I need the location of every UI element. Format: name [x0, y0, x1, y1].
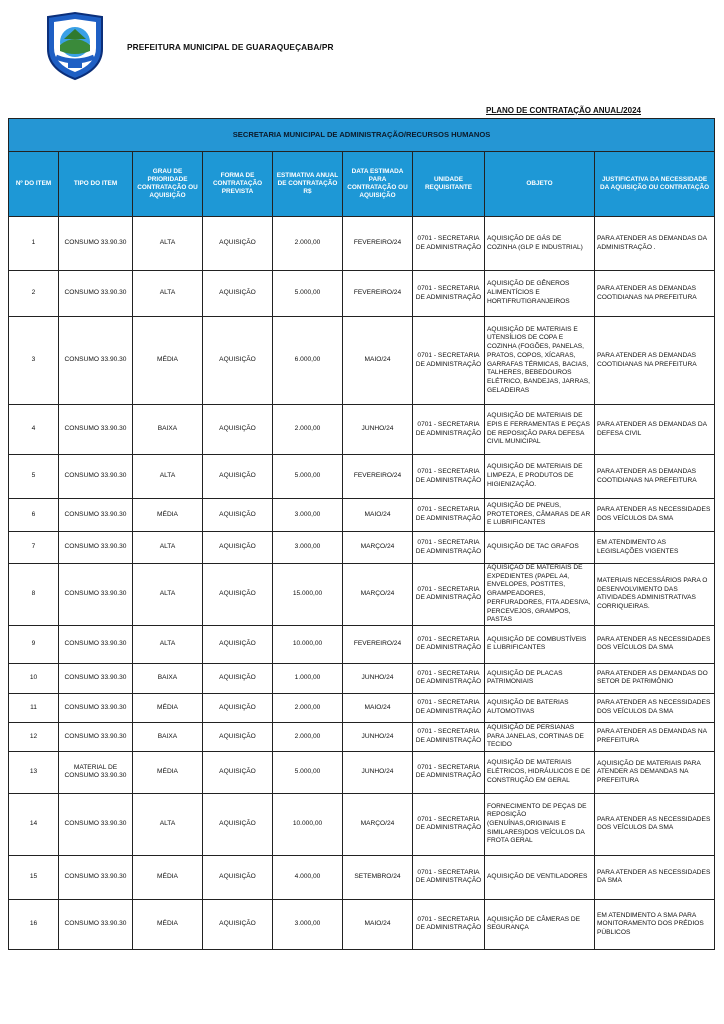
- object-description: FORNECIMENTO DE PEÇAS DE REPOSIÇÃO (GENUÍNAS,ORIGINAIS E SIMILARES)DOS VEÍCULOS DA FROTA GERAL: [485, 793, 595, 855]
- requesting-unit: 0701 - SECRETARIA DE ADMINISTRAÇÃO: [413, 564, 485, 626]
- priority: MÉDIA: [133, 693, 203, 722]
- object-description: AQUISIÇÃO DE PNEUS, PROTETORES, CÂMARAS DE AR E LUBRIFICANTES: [485, 499, 595, 532]
- object-description: AQUISIÇÃO DE MATERIAIS ELÉTRICOS, HIDRÁULICOS E DE CONSTRUÇÃO EM GERAL: [485, 751, 595, 793]
- requesting-unit: 0701 - SECRETARIA DE ADMINISTRAÇÃO: [413, 751, 485, 793]
- estimated-date: FEVEREIRO/24: [343, 455, 413, 499]
- contract-form: AQUISIÇÃO: [203, 217, 273, 271]
- requesting-unit: 0701 - SECRETARIA DE ADMINISTRAÇÃO: [413, 663, 485, 693]
- table-row: [9, 564, 715, 626]
- item-type: CONSUMO 33.90.30: [59, 855, 133, 899]
- contract-form: AQUISIÇÃO: [203, 751, 273, 793]
- justification: PARA ATENDER AS DEMANDAS DA ADMINISTRAÇÃO .: [595, 217, 715, 271]
- requesting-unit: 0701 - SECRETARIA DE ADMINISTRAÇÃO: [413, 793, 485, 855]
- annual-estimate: 1.000,00: [273, 663, 343, 693]
- priority: MÉDIA: [133, 855, 203, 899]
- requesting-unit: 0701 - SECRETARIA DE ADMINISTRAÇÃO: [413, 722, 485, 751]
- contract-form: AQUISIÇÃO: [203, 899, 273, 949]
- justification: PARA ATENDER AS DEMANDAS COOTIDIANAS NA PREFEITURA: [595, 317, 715, 405]
- estimated-date: JUNHO/24: [343, 405, 413, 455]
- estimated-date: JUNHO/24: [343, 751, 413, 793]
- estimated-date: JUNHO/24: [343, 663, 413, 693]
- item-type: MATERIAL DE CONSUMO 33.90.30: [59, 751, 133, 793]
- municipal-crest-logo: [44, 11, 106, 81]
- contract-form: AQUISIÇÃO: [203, 564, 273, 626]
- plan-title: PLANO DE CONTRATAÇÃO ANUAL/2024: [486, 106, 641, 115]
- annual-estimate: 10.000,00: [273, 793, 343, 855]
- requesting-unit: 0701 - SECRETARIA DE ADMINISTRAÇÃO: [413, 217, 485, 271]
- priority: MÉDIA: [133, 499, 203, 532]
- annual-estimate: 3.000,00: [273, 499, 343, 532]
- item-number: 11: [9, 693, 59, 722]
- requesting-unit: 0701 - SECRETARIA DE ADMINISTRAÇÃO: [413, 625, 485, 663]
- justification: EM ATENDIMENTO A SMA PARA MONITORAMENTO DOS PRÉDIOS PÚBLICOS: [595, 899, 715, 949]
- contract-form: AQUISIÇÃO: [203, 455, 273, 499]
- item-number: 10: [9, 663, 59, 693]
- justification: PARA ATENDER AS NECESSIDADES DOS VEÍCULOS DA SMA: [595, 499, 715, 532]
- annual-estimate: 2.000,00: [273, 217, 343, 271]
- justification: PARA ATENDER AS DEMANDAS COOTIDIANAS NA PREFEITURA: [595, 271, 715, 317]
- requesting-unit: 0701 - SECRETARIA DE ADMINISTRAÇÃO: [413, 405, 485, 455]
- justification: AQUISIÇÃO DE MATERIAIS PARA ATENDER AS DEMANDAS NA PREFEITURA: [595, 751, 715, 793]
- object-description: AQUISIÇÃO DE COMBUSTÍVEIS E LUBRIFICANTES: [485, 625, 595, 663]
- object-description: AQUISIÇÃO DE BATERIAS AUTOMOTIVAS: [485, 693, 595, 722]
- priority: MÉDIA: [133, 751, 203, 793]
- contract-form: AQUISIÇÃO: [203, 663, 273, 693]
- table-row: [9, 455, 715, 499]
- item-type: CONSUMO 33.90.30: [59, 532, 133, 564]
- item-number: 8: [9, 564, 59, 626]
- col-requesting-unit: UNIDADE REQUISITANTE: [413, 152, 485, 217]
- contract-form: AQUISIÇÃO: [203, 793, 273, 855]
- object-description: AQUISIÇÃO DE MATERIAIS DE EPIS E FERRAMENTAS E PEÇAS DE REPOSIÇÃO PARA DEFESA CIVIL MUNICIPAL: [485, 405, 595, 455]
- col-object: OBJETO: [485, 152, 595, 217]
- estimated-date: MAIO/24: [343, 499, 413, 532]
- item-type: CONSUMO 33.90.30: [59, 663, 133, 693]
- object-description: AQUISIÇÃO DE GÊNEROS ALIMENTÍCIOS E HORTIFRUTIGRANJEIROS: [485, 271, 595, 317]
- requesting-unit: 0701 - SECRETARIA DE ADMINISTRAÇÃO: [413, 693, 485, 722]
- table-row: [9, 855, 715, 899]
- item-number: 5: [9, 455, 59, 499]
- estimated-date: FEVEREIRO/24: [343, 625, 413, 663]
- municipality-name: PREFEITURA MUNICIPAL DE GUARAQUEÇABA/PR: [127, 42, 334, 52]
- justification: EM ATENDIMENTO AS LEGISLAÇÕES VIGENTES: [595, 532, 715, 564]
- priority: ALTA: [133, 217, 203, 271]
- requesting-unit: 0701 - SECRETARIA DE ADMINISTRAÇÃO: [413, 855, 485, 899]
- table-row: [9, 625, 715, 663]
- requesting-unit: 0701 - SECRETARIA DE ADMINISTRAÇÃO: [413, 499, 485, 532]
- annual-estimate: 6.000,00: [273, 317, 343, 405]
- table-row: [9, 663, 715, 693]
- justification: PARA ATENDER AS NECESSIDADES DOS VEÍCULOS DA SMA: [595, 793, 715, 855]
- estimated-date: MARÇO/24: [343, 793, 413, 855]
- priority: ALTA: [133, 625, 203, 663]
- estimated-date: MAIO/24: [343, 899, 413, 949]
- contract-form: AQUISIÇÃO: [203, 693, 273, 722]
- item-number: 12: [9, 722, 59, 751]
- col-contract-form: FORMA DE CONTRATAÇÃO PREVISTA: [203, 152, 273, 217]
- priority: ALTA: [133, 455, 203, 499]
- estimated-date: MARÇO/24: [343, 564, 413, 626]
- requesting-unit: 0701 - SECRETARIA DE ADMINISTRAÇÃO: [413, 317, 485, 405]
- item-type: CONSUMO 33.90.30: [59, 625, 133, 663]
- item-number: 13: [9, 751, 59, 793]
- justification: PARA ATENDER AS DEMANDAS NA PREFEITURA: [595, 722, 715, 751]
- item-type: CONSUMO 33.90.30: [59, 317, 133, 405]
- object-description: AQUISIÇÃO DE GÁS DE COZINHA (GLP E INDUSTRIAL): [485, 217, 595, 271]
- requesting-unit: 0701 - SECRETARIA DE ADMINISTRAÇÃO: [413, 455, 485, 499]
- contracting-plan-table: [8, 118, 715, 950]
- justification: PARA ATENDER AS DEMANDAS DA DEFESA CIVIL: [595, 405, 715, 455]
- priority: ALTA: [133, 793, 203, 855]
- justification: MATERIAIS NECESSÁRIOS PARA O DESENVOLVIMENTO DAS ATIVIDADES ADMINISTRATIVAS CORRIQUEIRAS.: [595, 564, 715, 626]
- item-number: 1: [9, 217, 59, 271]
- annual-estimate: 3.000,00: [273, 899, 343, 949]
- priority: BAIXA: [133, 663, 203, 693]
- requesting-unit: 0701 - SECRETARIA DE ADMINISTRAÇÃO: [413, 532, 485, 564]
- item-type: CONSUMO 33.90.30: [59, 564, 133, 626]
- priority: MÉDIA: [133, 317, 203, 405]
- contract-form: AQUISIÇÃO: [203, 271, 273, 317]
- col-priority: GRAU DE PRIORIDADE CONTRATAÇÃO OU AQUISIÇÃO: [133, 152, 203, 217]
- justification: PARA ATENDER AS NECESSIDADES DOS VEÍCULOS DA SMA: [595, 625, 715, 663]
- requesting-unit: 0701 - SECRETARIA DE ADMINISTRAÇÃO: [413, 271, 485, 317]
- requesting-unit: 0701 - SECRETARIA DE ADMINISTRAÇÃO: [413, 899, 485, 949]
- contract-form: AQUISIÇÃO: [203, 855, 273, 899]
- object-description: AQUISIÇÃO DE VENTILADORES: [485, 855, 595, 899]
- table-row: [9, 271, 715, 317]
- annual-estimate: 10.000,00: [273, 625, 343, 663]
- annual-estimate: 5.000,00: [273, 271, 343, 317]
- annual-estimate: 2.000,00: [273, 405, 343, 455]
- col-justification: JUSTIFICATIVA DA NECESSIDADE DA AQUISIÇÃO OU CONTRATAÇÃO: [595, 152, 715, 217]
- item-type: CONSUMO 33.90.30: [59, 217, 133, 271]
- estimated-date: MARÇO/24: [343, 532, 413, 564]
- col-annual-estimate: ESTIMATIVA ANUAL DE CONTRATAÇÃO R$: [273, 152, 343, 217]
- contract-form: AQUISIÇÃO: [203, 625, 273, 663]
- annual-estimate: 4.000,00: [273, 855, 343, 899]
- table-row: [9, 793, 715, 855]
- item-type: CONSUMO 33.90.30: [59, 693, 133, 722]
- justification: PARA ATENDER AS NECESSIDADES DA SMA: [595, 855, 715, 899]
- object-description: AQUISIÇÃO DE TAC GRAFOS: [485, 532, 595, 564]
- contract-form: AQUISIÇÃO: [203, 499, 273, 532]
- item-number: 15: [9, 855, 59, 899]
- item-type: CONSUMO 33.90.30: [59, 455, 133, 499]
- col-item-type: TIPO DO ITEM: [59, 152, 133, 217]
- annual-estimate: 15.000,00: [273, 564, 343, 626]
- priority: ALTA: [133, 564, 203, 626]
- contract-form: AQUISIÇÃO: [203, 317, 273, 405]
- item-type: CONSUMO 33.90.30: [59, 793, 133, 855]
- estimated-date: FEVEREIRO/24: [343, 271, 413, 317]
- table-row: [9, 217, 715, 271]
- item-type: CONSUMO 33.90.30: [59, 271, 133, 317]
- table-row: [9, 317, 715, 405]
- table-row: [9, 499, 715, 532]
- document-header: [44, 10, 106, 82]
- annual-estimate: 5.000,00: [273, 751, 343, 793]
- item-number: 14: [9, 793, 59, 855]
- priority: ALTA: [133, 532, 203, 564]
- object-description: AQUISIÇÃO DE CÂMERAS DE SEGURANÇA: [485, 899, 595, 949]
- justification: PARA ATENDER AS DEMANDAS DO SETOR DE PATRIMÔNIO: [595, 663, 715, 693]
- table-row: [9, 722, 715, 751]
- estimated-date: SETEMBRO/24: [343, 855, 413, 899]
- annual-estimate: 5.000,00: [273, 455, 343, 499]
- estimated-date: MAIO/24: [343, 317, 413, 405]
- table-row: [9, 693, 715, 722]
- priority: ALTA: [133, 271, 203, 317]
- section-title: SECRETARIA MUNICIPAL DE ADMINISTRAÇÃO/RECURSOS HUMANOS: [9, 119, 715, 152]
- item-type: CONSUMO 33.90.30: [59, 499, 133, 532]
- estimated-date: JUNHO/24: [343, 722, 413, 751]
- justification: PARA ATENDER AS DEMANDAS COOTIDIANAS NA PREFEITURA: [595, 455, 715, 499]
- table-row: [9, 751, 715, 793]
- item-number: 2: [9, 271, 59, 317]
- item-type: CONSUMO 33.90.30: [59, 405, 133, 455]
- item-number: 6: [9, 499, 59, 532]
- annual-estimate: 3.000,00: [273, 532, 343, 564]
- col-item-number: Nº DO ITEM: [9, 152, 59, 217]
- contract-form: AQUISIÇÃO: [203, 722, 273, 751]
- item-number: 9: [9, 625, 59, 663]
- estimated-date: FEVEREIRO/24: [343, 217, 413, 271]
- object-description: AQUISIÇÃO DE PLACAS PATRIMONIAIS: [485, 663, 595, 693]
- item-number: 3: [9, 317, 59, 405]
- estimated-date: MAIO/24: [343, 693, 413, 722]
- contract-form: AQUISIÇÃO: [203, 532, 273, 564]
- item-number: 7: [9, 532, 59, 564]
- table-row: [9, 405, 715, 455]
- object-description: AQUISIÇÃO DE MATERIAIS DE LIMPEZA, E PRODUTOS DE HIGIENIZAÇÃO.: [485, 455, 595, 499]
- object-description: AQUISIÇÃO DE MATERIAIS DE EXPEDIENTES (PAPEL A4, ENVELOPES, POSTITES, GRAMPEADORES, PERFURADORES, FITA ADESIVA, PERCEVEJOS, GRAMPOS, PASTAS: [485, 564, 595, 626]
- item-type: CONSUMO 33.90.30: [59, 722, 133, 751]
- table-row: [9, 899, 715, 949]
- item-number: 16: [9, 899, 59, 949]
- object-description: AQUISIÇÃO DE MATERIAIS E UTENSÍLIOS DE COPA E COZINHA (FOGÕES, PANELAS, PRATOS, COPOS, XÍCARAS, GARRAFAS TÉRMICAS, BACIAS, TALHERES, BEBEDOUROS ELÉTRICO, BANDEJAS, JARRAS, GELADEIRAS: [485, 317, 595, 405]
- justification: PARA ATENDER AS NECESSIDADES DOS VEÍCULOS DA SMA: [595, 693, 715, 722]
- priority: BAIXA: [133, 722, 203, 751]
- item-type: CONSUMO 33.90.30: [59, 899, 133, 949]
- item-number: 4: [9, 405, 59, 455]
- priority: MÉDIA: [133, 899, 203, 949]
- col-estimated-date: DATA ESTIMADA PARA CONTRATAÇÃO OU AQUISIÇÃO: [343, 152, 413, 217]
- annual-estimate: 2.000,00: [273, 722, 343, 751]
- table-row: [9, 532, 715, 564]
- priority: BAIXA: [133, 405, 203, 455]
- object-description: AQUISIÇÃO DE PERSIANAS PARA JANELAS, CORTINAS DE TECIDO: [485, 722, 595, 751]
- contract-form: AQUISIÇÃO: [203, 405, 273, 455]
- annual-estimate: 2.000,00: [273, 693, 343, 722]
